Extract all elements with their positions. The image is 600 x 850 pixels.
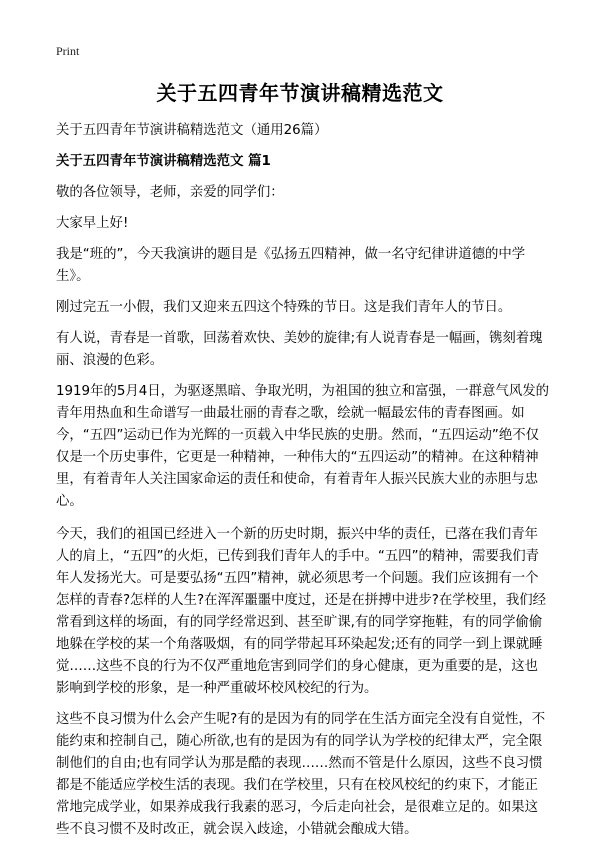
- paragraph: 大家早上好!: [56, 216, 129, 231]
- section-heading: 关于五四青年节演讲稿精选范文 篇1: [56, 154, 271, 169]
- print-link[interactable]: Print: [56, 44, 80, 58]
- paragraph: 我是“班的”，今天我演讲的题目是《弘扬五四精神，做一名守纪律讲道德的中学生》。: [56, 247, 526, 284]
- paragraph: 这些不良习惯为什么会产生呢?有的是因为有的同学在生活方面完全没有自觉性，不能约束和控制自己，随心所欲,也有的是因为有的同学认为学校的纪律太严，完全限制他们的自由;也有同学认为那是酷的表现……然而不管是什么原因，这些不良习惯都是不能适应学校生活的表现。我们在学校里，只有在校风校纪的约束下，才能正常地完成学业，如果养成我行我素的恶习，今后走向社会，是很难立足的。如果这些不良习惯不及时改正，就会误入歧途，小错就会酿成大错。: [56, 712, 546, 837]
- paragraph: 有人说，青春是一首歌，回荡着欢快、美妙的旋律;有人说青春是一幅画，镌刻着瑰丽、浪漫的色彩。: [56, 331, 543, 368]
- document-subtitle: 关于五四青年节演讲稿精选范文（通用26篇）: [56, 123, 328, 138]
- document-title: 关于五四青年节演讲稿精选范文: [156, 81, 444, 105]
- document-body: [56, 120, 550, 850]
- paragraph: 刚过完五一小假，我们又迎来五四这个特殊的节日。这是我们青年人的节日。: [56, 300, 512, 315]
- paragraph: 敬的各位领导，老师，亲爱的同学们：: [56, 185, 284, 200]
- paragraph: 今天，我们的祖国已经进入一个新的历史时期，振兴中华的责任，已落在我们青年人的肩上，“五四”的火炬，已传到我们青年人的手中。“五四”的精神，需要我们青年人发扬光大。可是要弘扬“五四”精神，就必须思考一个问题。我们应该拥有一个怎样的青春?怎样的人生?在浑浑噩噩中度过，还是在拼搏中进步?在学校里，我们经常看到这样的场面，有的同学经常迟到、甚至旷课,有的同学穿拖鞋，有的同学偷偷地躲在学校的某一个角落吸烟，有的同学带起耳环染起发;还有的同学一到上课就睡觉……这些不良的行为不仅严重地危害到同学们的身心健康，更为重要的是，这也影响到学校的形象，是一种严重破坏校风校纪的行为。: [56, 527, 546, 696]
- paragraph: 1919年的5月4日，为驱逐黑暗、争取光明，为祖国的独立和富强，一群意气风发的青年用热血和生命谱写一曲最壮丽的青春之歌，绘就一幅最宏伟的青春图画。如今，“五四”运动已作为光辉的一页载入中华民族的史册。然而，“五四运动”绝不仅仅是一个历史事件，它更是一种精神，一种伟大的“五四运动”的精神。在这种精神里，有着青年人关注国家命运的责任和使命，有着青年人振兴民族大业的赤胆与忠心。: [56, 384, 550, 509]
